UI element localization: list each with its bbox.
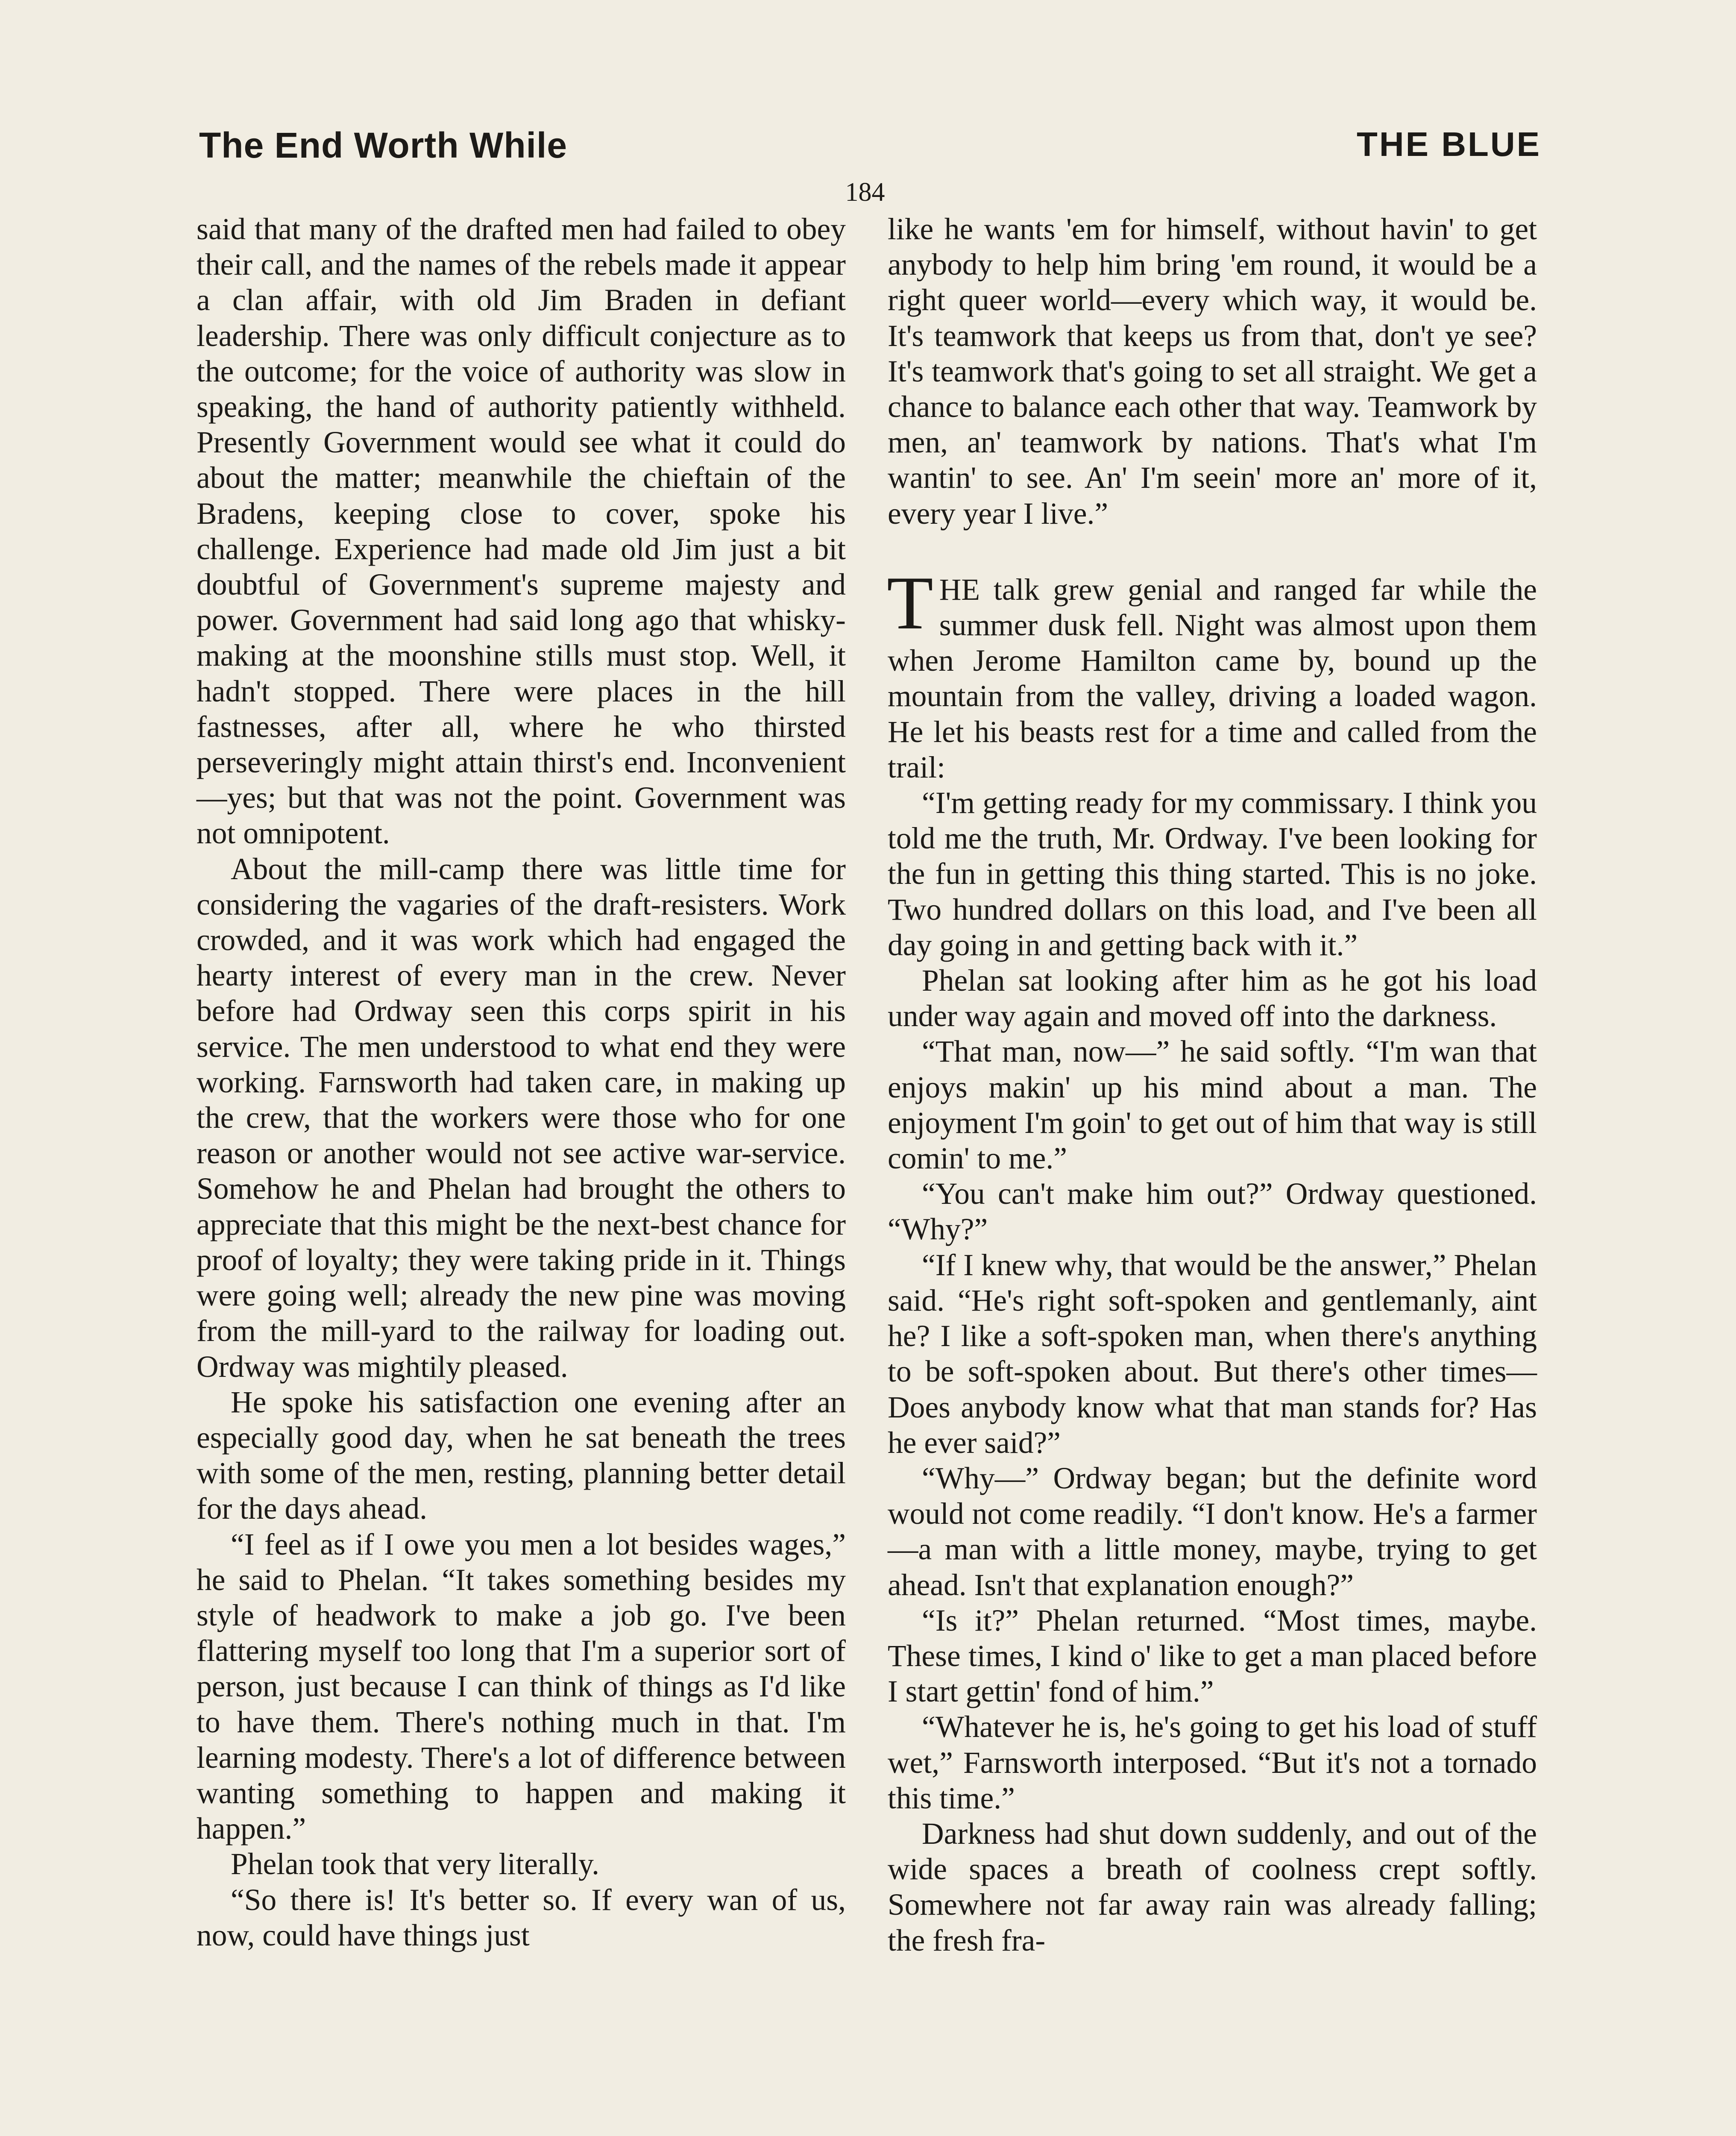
paragraph: He spoke his satisfaction one evening after an especially good day, when he sat beneath the trees with some of the men, resting, planning better detail for the days ahead.: [196, 1385, 846, 1526]
left-column: [196, 211, 846, 1953]
paragraph: “If I knew why, that would be the answer,” Phelan said. “He's right soft-spoken and gentlemanly, aint he? I like a soft-spoken man, when there's anything to be soft-spoken about. But there's other times—Does anybody know what that man stands for? Has he ever said?”: [888, 1248, 1537, 1460]
paragraph: “Why—” Ordway began; but the definite word would not come readily. “I don't know. He's a farmer—a man with a little money, maybe, trying to get ahead. Isn't that explanation enough?”: [888, 1461, 1537, 1602]
paragraph-text: HE talk grew genial and ranged far while the summer dusk fell. Night was almost upon them when Jerome Hamilton came by, bound up the mountain from the valley, driving a loaded wagon. He let his beasts rest for a time and called from the trail:: [888, 572, 1537, 784]
paragraph: “So there is! It's better so. If every wan of us, now, could have things just: [196, 1883, 846, 1952]
paragraph: “Whatever he is, he's going to get his load of stuff wet,” Farnsworth interposed. “But it's not a tornado this time.”: [888, 1710, 1537, 1815]
paragraph: “You can't make him out?” Ordway questioned. “Why?”: [888, 1177, 1537, 1247]
paragraph: About the mill-camp there was little time for considering the vagaries of the draft-resisters. Work crowded, and it was work which had engaged the hearty interest of every man in the crew. Never before had Ordway seen this corps spirit in his service. The men understood to what end they were working. Farnsworth had taken care, in making up the crew, that the workers were those who for one reason or another would not see active war-service. Somehow he and Phelan had brought the others to appreciate that this might be the next-best chance for proof of loyalty; they were taking pride in it. Things were going well; already the new pine was moving from the mill-yard to the railway for loading out. Ordway was mightily pleased.: [196, 852, 846, 1384]
section-opening-paragraph: [887, 560, 1537, 785]
running-title: The End Worth While: [199, 125, 568, 165]
paragraph: “I feel as if I owe you men a lot besides wages,” he said to Phelan. “It takes something besides my style of headwork to make a job go. I've been flattering myself too long that I'm a superior sort of person, just because I can think of things as I'd like to have them. There's nothing much in that. I'm learning modesty. There's a lot of difference between wanting something to happen and making it happen.”: [196, 1527, 846, 1846]
paragraph: Darkness had shut down suddenly, and out of the wide spaces a breath of coolness crept softly. Somewhere not far away rain was already falling; the fresh fra-: [888, 1816, 1537, 1957]
paragraph: “I'm getting ready for my commissary. I think you told me the truth, Mr. Ordway. I've been looking for the fun in getting this thing started. This is no joke. Two hundred dollars on this load, and I've been all day going in and getting back with it.”: [888, 786, 1537, 962]
drop-cap: T: [887, 560, 933, 645]
magazine-section: THE BLUE: [1357, 125, 1541, 163]
page-number: 184: [845, 178, 885, 207]
paragraph: Phelan sat looking after him as he got his load under way again and moved off into the darkness.: [888, 964, 1537, 1033]
paragraph: “Is it?” Phelan returned. “Most times, maybe. These times, I kind o' like to get a man placed before I start gettin' fond of him.”: [888, 1603, 1537, 1709]
paragraph: Phelan took that very literally.: [231, 1847, 600, 1881]
paragraph: said that many of the drafted men had failed to obey their call, and the names of the rebels made it appear a clan affair, with old Jim Braden in defiant leadership. There was only difficult conjecture as to the outcome; for the voice of authority was slow in speaking, the hand of authority patiently withheld. Presently Government would see what it could do about the matter; meanwhile the chieftain of the Bradens, keeping close to cover, spoke his challenge. Experience had made old Jim just a bit doubtful of Government's supreme majesty and power. Government had said long ago that whisky-making at the moonshine stills must stop. Well, it hadn't stopped. There were places in the hill fastnesses, after all, where he who thirsted perseveringly might attain thirst's end. Inconvenient—yes; but that was not the point. Government was not omnipotent.: [196, 212, 846, 851]
paragraph: “That man, now—” he said softly. “I'm wan that enjoys makin' up his mind about a man. The enjoyment I'm goin' to get out of him that way is still comin' to me.”: [888, 1035, 1537, 1176]
right-column: [888, 211, 1537, 1958]
paragraph: like he wants 'em for himself, without havin' to get anybody to help him bring 'em round, it would be a right queer world—every which way, it would be. It's teamwork that keeps us from that, don't ye see? It's teamwork that's going to set all straight. We get a chance to balance each other that way. Teamwork by men, an' teamwork by nations. That's what I'm wantin' to see. An' I'm seein' more an' more of it, every year I live.”: [888, 212, 1537, 531]
